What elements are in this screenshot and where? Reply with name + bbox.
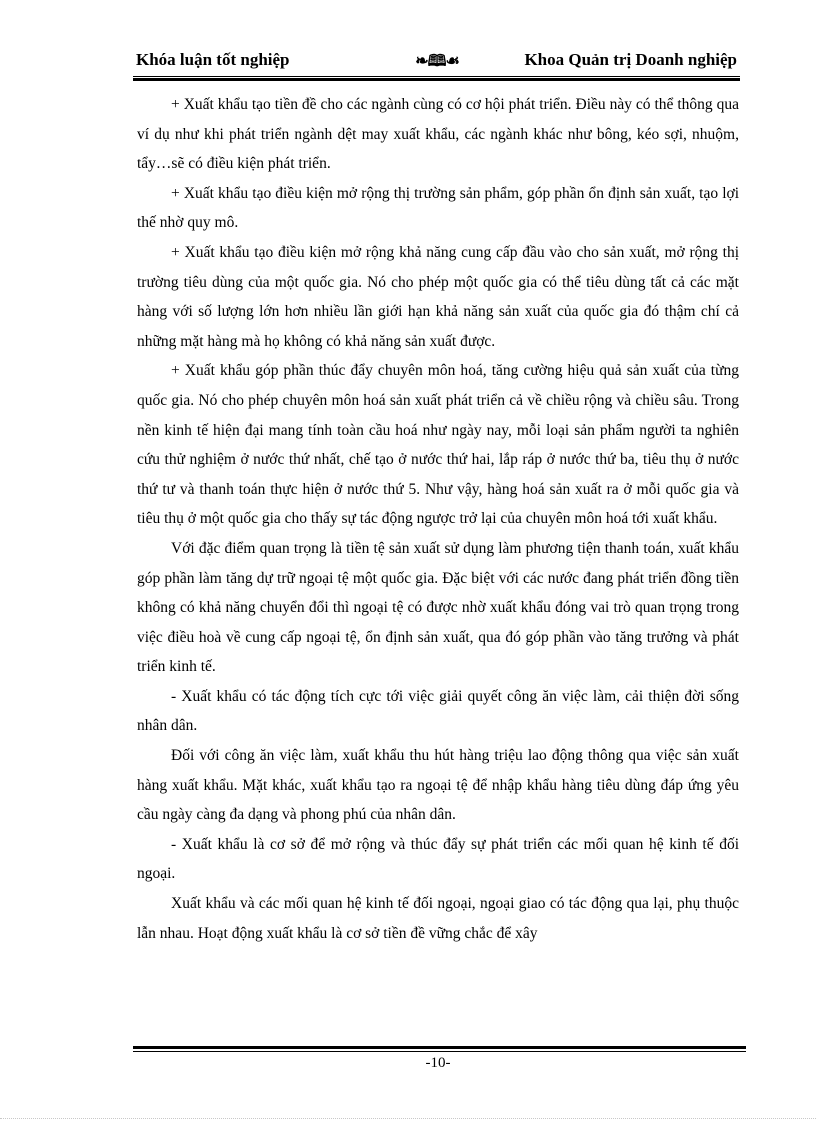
paragraph: Xuất khẩu và các mối quan hệ kinh tế đối ngoại, ngoại giao có tác động qua lại, phụ thuộc lẫn nhau. Hoạt động xuất khẩu là cơ sở tiền đề vững chắc để xây <box>137 895 739 942</box>
paragraph: Đối với công ăn việc làm, xuất khẩu thu hút hàng triệu lao động thông qua việc sản xuất hàng xuất khẩu. Mặt khác, xuất khẩu tạo ra ngoại tệ để nhập khẩu hàng tiêu dùng đáp ứng yêu cầu ngày càng đa dạng và phong phú của nhân dân. <box>137 747 739 824</box>
paragraph: + Xuất khẩu tạo tiền đề cho các ngành cùng có cơ hội phát triển. Điều này có thể thông qua ví dụ như khi phát triển ngành dệt may xuất khẩu, các ngành khác như bông, kéo sợi, nhuộm, tẩy…sẽ có điều kiện phát triển. <box>137 96 739 173</box>
paragraph: Với đặc điểm quan trọng là tiền tệ sản xuất sử dụng làm phương tiện thanh toán, xuất khẩu góp phần làm tăng dự trữ ngoại tệ một quốc gia. Đặc biệt với các nước đang phát triển đồng tiền không có khả năng chuyển đổi thì ngoại tệ có được nhờ xuất khẩu đóng vai trò quan trọng trong việc điều hoà về cung cấp ngoại tệ, ổn định sản xuất, qua đó góp phần vào tăng trưởng và phát triển kinh tế. <box>137 539 739 676</box>
paragraph: - Xuất khẩu có tác động tích cực tới việc giải quyết công ăn việc làm, cải thiện đời sống nhân dân. <box>137 687 739 735</box>
paragraph: + Xuất khẩu tạo điều kiện mở rộng khả năng cung cấp đầu vào cho sản xuất, mở rộng thị trường tiêu dùng của một quốc gia. Nó cho phép một quốc gia có thể tiêu dùng tất cả các mặt hàng với số lượng lớn hơn nhiều lần giới hạn khả năng sản xuất của quốc gia đó thậm chí cả những mặt hàng mà họ không có khả năng sản xuất được. <box>137 243 739 350</box>
header-faculty-name: Khoa Quản trị Doanh nghiệp <box>524 50 737 69</box>
paragraph: + Xuất khẩu tạo điều kiện mở rộng thị trường sản phẩm, góp phần ổn định sản xuất, tạo lợi thế nhờ quy mô. <box>137 184 739 232</box>
paragraph: - Xuất khẩu là cơ sở để mở rộng và thúc đẩy sự phát triển các mối quan hệ kinh tế đối ngoại. <box>137 835 739 883</box>
header-rule-thick <box>133 78 740 81</box>
book-ornament-icon: ❧🕮☙ <box>415 53 459 70</box>
header-rule-thin <box>133 76 740 77</box>
footer-rule-thin <box>133 1051 746 1052</box>
footer-rule-thick <box>133 1046 746 1049</box>
document-body <box>137 90 739 948</box>
paragraph: + Xuất khẩu góp phần thúc đẩy chuyên môn hoá, tăng cường hiệu quả sản xuất của từng quốc gia. Nó cho phép chuyên môn hoá sản xuất phát triển cả về chiều rộng và chiều sâu. Trong nền kinh tế hiện đại mang tính toàn cầu hoá như ngày nay, mỗi loại sản phẩm người ta nghiên cứu thử nghiệm ở nước thứ nhất, chế tạo ở nước thứ hai, lắp ráp ở nước thứ ba, tiêu thụ ở nước thứ tư và thanh toán thực hiện ở nước thứ 5. Như vậy, hàng hoá sản xuất ra ở mỗi quốc gia và tiêu thụ ở một quốc gia cho thấy sự tác động ngược trở lại của chuyên môn hoá tới xuất khẩu. <box>137 362 739 528</box>
header-thesis-title: Khóa luận tốt nghiệp <box>136 50 290 69</box>
page-header <box>133 48 740 74</box>
page-number: -10- <box>425 1055 451 1071</box>
page-edge-divider <box>0 1118 816 1119</box>
